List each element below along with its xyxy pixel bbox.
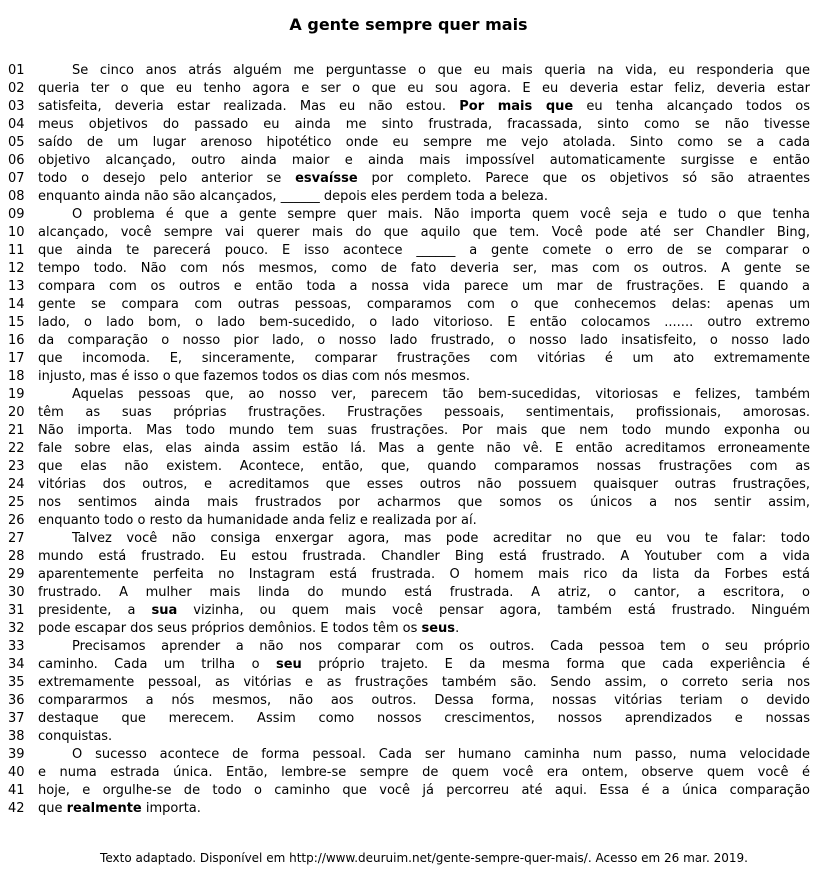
regular-text: destaque que merecem. Assim como nossos crescimentos, nossos aprendizados e nossas <box>38 711 810 726</box>
line-text <box>38 404 810 422</box>
regular-text: frustrado. A mulher mais linda do mundo está frustrada. A atriz, o cantor, a escritora, o <box>38 585 810 600</box>
regular-text: injusto, mas é isso o que fazemos todos os dias com nós mesmos. <box>38 369 471 384</box>
line-number: 24 <box>8 477 25 492</box>
line-number: 08 <box>8 189 25 204</box>
regular-text: conquistas. <box>38 729 113 744</box>
line-text <box>38 368 810 386</box>
line-text <box>38 188 810 206</box>
line-text <box>38 602 810 620</box>
regular-text: enquanto todo o resto da humanidade anda feliz e realizada por aí. <box>38 513 477 528</box>
line-number: 10 <box>8 225 25 240</box>
regular-text: Precisamos aprender a não nos comparar com os outros. Cada pessoa tem o seu próprio <box>72 639 810 654</box>
text-line <box>0 386 817 404</box>
line-text <box>38 782 810 800</box>
text-line <box>0 116 817 134</box>
regular-text: todo o desejo pelo anterior se <box>38 171 296 186</box>
line-text <box>38 620 810 638</box>
regular-text: que ainda te parecerá pouco. E isso acontece ______ a gente comete o erro de se comparar o <box>38 243 810 258</box>
text-lines <box>0 62 817 818</box>
line-text <box>38 710 810 728</box>
regular-text: O problema é que a gente sempre quer mais. Não importa quem você seja e tudo o que tenha <box>72 207 810 222</box>
line-number: 23 <box>8 459 25 474</box>
regular-text: mundo está frustrado. Eu estou frustrada. Chandler Bing está frustrado. A Youtuber com a vida <box>38 549 810 564</box>
regular-text: saído de um lugar arenoso hipotético onde eu sempre me vejo atolada. Sinto como se a cada <box>38 135 810 150</box>
line-text <box>38 332 810 350</box>
line-number: 17 <box>8 351 25 366</box>
line-number: 41 <box>8 783 25 798</box>
line-number: 25 <box>8 495 25 510</box>
line-text <box>38 422 810 440</box>
regular-text: que elas não existem. Acontece, então, que, quando comparamos nossas frustrações com as <box>38 459 810 474</box>
text-line <box>0 170 817 188</box>
regular-text: vizinha, ou quem mais você pensar agora, também está frustrado. Ninguém <box>177 603 810 618</box>
regular-text: compara com os outros e então toda a nossa vida parece um mar de frustrações. E quando a <box>38 279 810 294</box>
text-line <box>0 80 817 98</box>
regular-text: nos sentimos ainda mais frustrados por acharmos que somos os únicos a nos sentir assim, <box>38 495 810 510</box>
line-text <box>38 530 810 548</box>
regular-text: extremamente pessoal, as vitórias e as frustrações também são. Sendo assim, o correto seria nos <box>38 675 810 690</box>
text-line <box>0 602 817 620</box>
line-text <box>38 656 810 674</box>
line-text <box>38 440 810 458</box>
line-text <box>38 260 810 278</box>
regular-text: O sucesso acontece de forma pessoal. Cada ser humano caminha num passo, numa velocidade <box>72 747 810 762</box>
text-line <box>0 314 817 332</box>
line-text <box>38 314 810 332</box>
bold-text: Por mais que <box>459 99 574 114</box>
line-text <box>38 350 810 368</box>
text-line <box>0 134 817 152</box>
regular-text: alcançado, você sempre vai querer mais do que aquilo que tem. Você pode até ser Chandler Bing, <box>38 225 810 240</box>
line-text <box>38 170 810 188</box>
text-line <box>0 548 817 566</box>
line-text <box>38 512 810 530</box>
line-number: 05 <box>8 135 25 150</box>
line-text <box>38 548 810 566</box>
line-number: 06 <box>8 153 25 168</box>
line-number: 34 <box>8 657 25 672</box>
regular-text: objetivo alcançado, outro ainda maior e ainda mais impossível automaticamente surgisse e então <box>38 153 810 168</box>
line-text <box>38 476 810 494</box>
text-line <box>0 296 817 314</box>
text-line <box>0 638 817 656</box>
regular-text: eu tenha alcançado todos os <box>573 99 810 114</box>
bold-text: seus <box>421 621 456 636</box>
text-line <box>0 458 817 476</box>
bold-text: esvaísse <box>295 171 358 186</box>
text-line <box>0 746 817 764</box>
line-text <box>38 458 810 476</box>
text-line <box>0 566 817 584</box>
regular-text: presidente, a <box>38 603 152 618</box>
line-number: 03 <box>8 99 25 114</box>
line-number: 27 <box>8 531 25 546</box>
line-number: 33 <box>8 639 25 654</box>
regular-text: Aquelas pessoas que, ao nosso ver, parecem tão bem-sucedidas, vitoriosas e felizes, também <box>72 387 810 402</box>
line-number: 18 <box>8 369 25 384</box>
line-text <box>38 224 810 242</box>
line-text <box>38 584 810 602</box>
line-text <box>38 296 810 314</box>
line-text <box>38 638 810 656</box>
text-line <box>0 656 817 674</box>
line-text <box>38 62 810 80</box>
line-number: 16 <box>8 333 25 348</box>
regular-text: . <box>455 621 460 636</box>
line-text <box>38 134 810 152</box>
source-citation: Texto adaptado. Disponível em http://www.deuruim.net/gente-sempre-quer-mais/. Acesso em 26 mar. 2019. <box>100 851 748 865</box>
regular-text: que incomoda. E, sinceramente, comparar frustrações com vitórias é um ato extremamente <box>38 351 810 366</box>
line-text <box>38 152 810 170</box>
line-text <box>38 98 810 116</box>
text-line <box>0 206 817 224</box>
regular-text: lado, o lado bom, o lado bem-sucedido, o lado vitorioso. E então colocamos ....... outro extremo <box>38 315 810 330</box>
text-line <box>0 692 817 710</box>
line-text <box>38 116 810 134</box>
line-number: 07 <box>8 171 25 186</box>
line-number: 12 <box>8 261 25 276</box>
text-line <box>0 350 817 368</box>
text-line <box>0 512 817 530</box>
text-line <box>0 242 817 260</box>
regular-text: que <box>38 801 67 816</box>
text-line <box>0 62 817 80</box>
text-line <box>0 710 817 728</box>
text-line <box>0 782 817 800</box>
text-line <box>0 404 817 422</box>
line-number: 30 <box>8 585 25 600</box>
line-number: 04 <box>8 117 25 132</box>
line-number: 20 <box>8 405 25 420</box>
text-line <box>0 674 817 692</box>
regular-text: Não importa. Mas todo mundo tem suas frustrações. Por mais que nem todo mundo exponha ou <box>38 423 810 438</box>
line-number: 29 <box>8 567 25 582</box>
line-number: 35 <box>8 675 25 690</box>
line-number: 36 <box>8 693 25 708</box>
regular-text: por completo. Parece que os objetivos só são atraentes <box>357 171 810 186</box>
line-text <box>38 80 810 98</box>
line-text <box>38 692 810 710</box>
regular-text: vitórias dos outros, e acreditamos que esses outros não possuem quaisquer outras frustrações, <box>38 477 810 492</box>
regular-text: queria ter o que eu tenho agora e ser o que eu sou agora. E eu deveria estar feliz, deveria estar <box>38 81 810 96</box>
text-line <box>0 188 817 206</box>
line-number: 39 <box>8 747 25 762</box>
regular-text: importa. <box>141 801 201 816</box>
line-text <box>38 206 810 224</box>
line-number: 28 <box>8 549 25 564</box>
text-line <box>0 764 817 782</box>
line-number: 11 <box>8 243 25 258</box>
line-text <box>38 566 810 584</box>
regular-text: gente se compara com outras pessoas, comparamos com o que conhecemos delas: apenas um <box>38 297 810 312</box>
text-line <box>0 494 817 512</box>
text-line <box>0 800 817 818</box>
text-line <box>0 476 817 494</box>
text-line <box>0 98 817 116</box>
regular-text: enquanto ainda não são alcançados, ______ depois eles perdem toda a beleza. <box>38 189 549 204</box>
text-line <box>0 530 817 548</box>
text-line <box>0 278 817 296</box>
text-line <box>0 422 817 440</box>
line-number: 02 <box>8 81 25 96</box>
regular-text: pode escapar dos seus próprios demônios. E todos têm os <box>38 621 422 636</box>
line-number: 26 <box>8 513 25 528</box>
text-line <box>0 440 817 458</box>
line-number: 38 <box>8 729 25 744</box>
regular-text: satisfeita, deveria estar realizada. Mas eu não estou. <box>38 99 460 114</box>
line-text <box>38 800 810 818</box>
line-number: 01 <box>8 63 25 78</box>
regular-text: e numa estrada única. Então, lembre-se sempre de quem você era ontem, observe quem você é <box>38 765 810 780</box>
regular-text: meus objetivos do passado eu ainda me sinto frustrada, fracassada, sinto como se não tivesse <box>38 117 810 132</box>
regular-text: fale sobre elas, elas ainda assim estão lá. Mas a gente não vê. E então acreditamos erroneamente <box>38 441 810 456</box>
line-number: 40 <box>8 765 25 780</box>
regular-text: Se cinco anos atrás alguém me perguntasse o que eu mais queria na vida, eu responderia que <box>72 63 810 78</box>
text-line <box>0 260 817 278</box>
regular-text: caminho. Cada um trilha o <box>38 657 276 672</box>
line-number: 22 <box>8 441 25 456</box>
regular-text: compararmos a nós mesmos, não aos outros. Dessa forma, nossas vitórias teriam o devido <box>38 693 810 708</box>
line-text <box>38 386 810 404</box>
text-line <box>0 620 817 638</box>
bold-text: seu <box>276 657 302 672</box>
line-number: 32 <box>8 621 25 636</box>
line-text <box>38 242 810 260</box>
text-line <box>0 332 817 350</box>
line-text <box>38 728 810 746</box>
line-number: 19 <box>8 387 25 402</box>
bold-text: realmente <box>66 801 142 816</box>
line-number: 31 <box>8 603 25 618</box>
line-number: 37 <box>8 711 25 726</box>
regular-text: próprio trajeto. E da mesma forma que cada experiência é <box>301 657 810 672</box>
text-line <box>0 584 817 602</box>
line-text <box>38 494 810 512</box>
line-text <box>38 278 810 296</box>
line-number: 15 <box>8 315 25 330</box>
line-number: 14 <box>8 297 25 312</box>
line-text <box>38 746 810 764</box>
line-text <box>38 764 810 782</box>
text-line <box>0 368 817 386</box>
regular-text: da comparação o nosso pior lado, o nosso lado frustrado, o nosso lado insatisfeito, o nosso lado <box>38 333 810 348</box>
line-number: 13 <box>8 279 25 294</box>
regular-text: Talvez você não consiga enxergar agora, mas pode acreditar no que eu vou te falar: todo <box>72 531 810 546</box>
text-line <box>0 152 817 170</box>
line-number: 21 <box>8 423 25 438</box>
text-line <box>0 728 817 746</box>
regular-text: tempo todo. Não com nós mesmos, como de fato deveria ser, mas com os outros. A gente se <box>38 261 810 276</box>
line-text <box>38 674 810 692</box>
regular-text: têm as suas próprias frustrações. Frustrações pessoais, sentimentais, profissionais, amorosas. <box>38 405 810 420</box>
document-title: A gente sempre quer mais <box>289 15 528 34</box>
regular-text: aparentemente perfeita no Instagram está frustrada. O homem mais rico da lista da Forbes está <box>38 567 810 582</box>
text-line <box>0 224 817 242</box>
line-number: 42 <box>8 801 25 816</box>
bold-text: sua <box>151 603 178 618</box>
regular-text: hoje, e orgulhe-se de todo o caminho que você já percorreu até aqui. Essa é a única comparação <box>38 783 810 798</box>
line-number: 09 <box>8 207 25 222</box>
